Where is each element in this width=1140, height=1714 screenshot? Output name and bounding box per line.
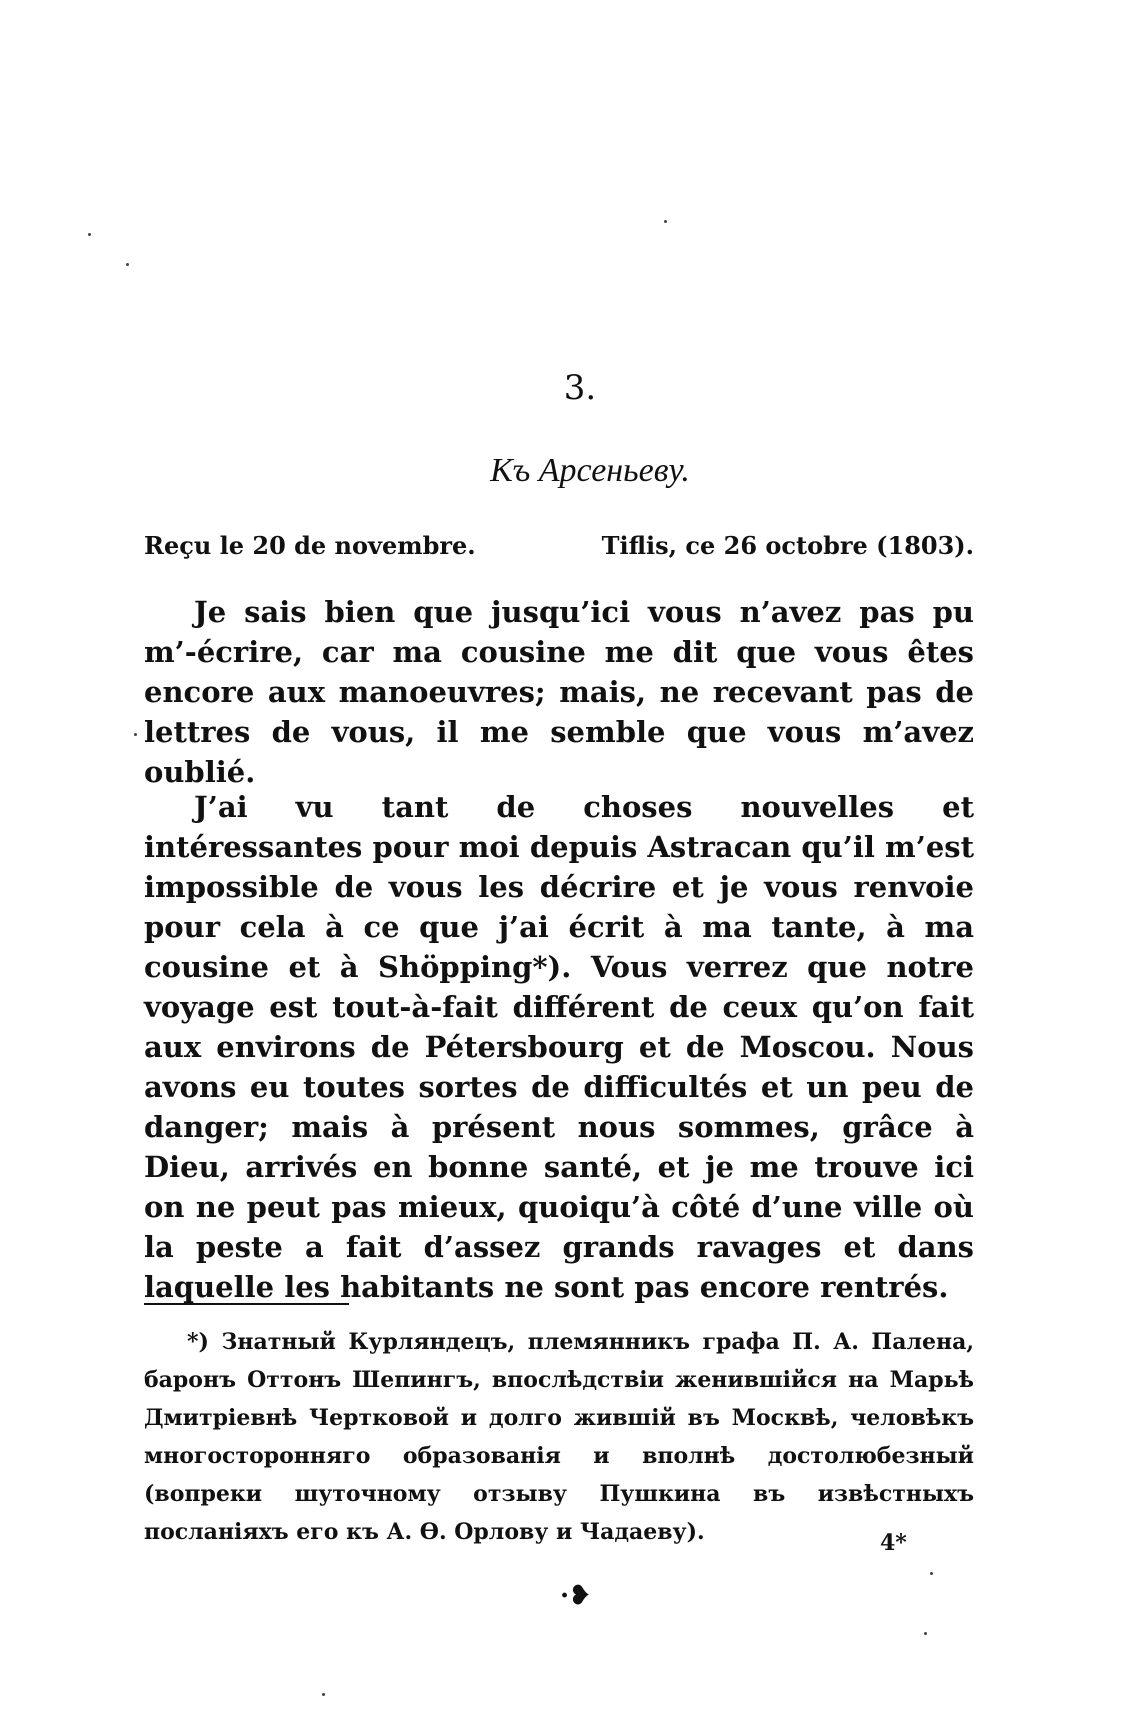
bottom-ornament: ·❥ — [560, 1581, 591, 1611]
signature-mark: 4* — [880, 1530, 907, 1556]
received-date: Reçu le 20 de novembre. — [144, 531, 476, 560]
paper-speck — [126, 263, 129, 266]
paper-speck — [930, 1572, 933, 1575]
paper-speck — [88, 233, 91, 236]
paper-speck — [924, 1632, 927, 1635]
paper-speck — [664, 220, 667, 223]
paragraph-1: Je sais bien que jusqu’ici vous n’avez pas pu m’-écrire, car ma cousine me dit que vous êtes encore aux manoeuvres; mais, ne recevant pas de lettres de vous, il me semble que vous m’avez oublié. — [144, 595, 974, 789]
footnote: *) Знатный Курляндецъ, племянникъ графа П. А. Палена, баронъ Оттонъ Шепингъ, впослѣдствіи женившійся на Марьѣ Дмитріевнѣ Чертковой и долго жившій въ Москвѣ, человѣкъ многосторонняго образованія и вполнѣ достолюбезный (вопреки шуточному отзыву Пушкина въ извѣстныхъ посланіяхъ его къ А. Ѳ. Орлову и Чадаеву). — [144, 1329, 974, 1545]
place-and-date: Tiflis, ce 26 octobre (1803). — [601, 531, 974, 560]
paper-speck — [322, 1693, 325, 1696]
paper-speck — [134, 733, 137, 736]
letter-number: 3. — [563, 368, 597, 408]
footnote-divider — [144, 1303, 349, 1305]
paragraph-2: J’ai vu tant de choses nouvelles et intéressantes pour moi depuis Astracan qu’il m’est impossible de vous les décrire et je vous renvoie pour cela à ce que j’ai écrit à ma tante, à ma cousine et à Shöpping*). Vous verrez que notre voyage est tout-à-fait différent de ceux qu’on fait aux environs de Pétersbourg et de Moscou. Nous avons eu toutes sortes de difficultés et un peu de danger; mais à présent nous sommes, grâce à Dieu, arrivés en bonne santé, et je me trouve ici on ne peut pas mieux, quoiqu’à côté d’une ville où la peste a fait d’assez grands ravages et dans laquelle les habitants ne sont pas encore rentrés. — [144, 790, 974, 1304]
letter-addressee: Къ Арсеньеву. — [490, 452, 690, 489]
dateline — [144, 531, 974, 560]
